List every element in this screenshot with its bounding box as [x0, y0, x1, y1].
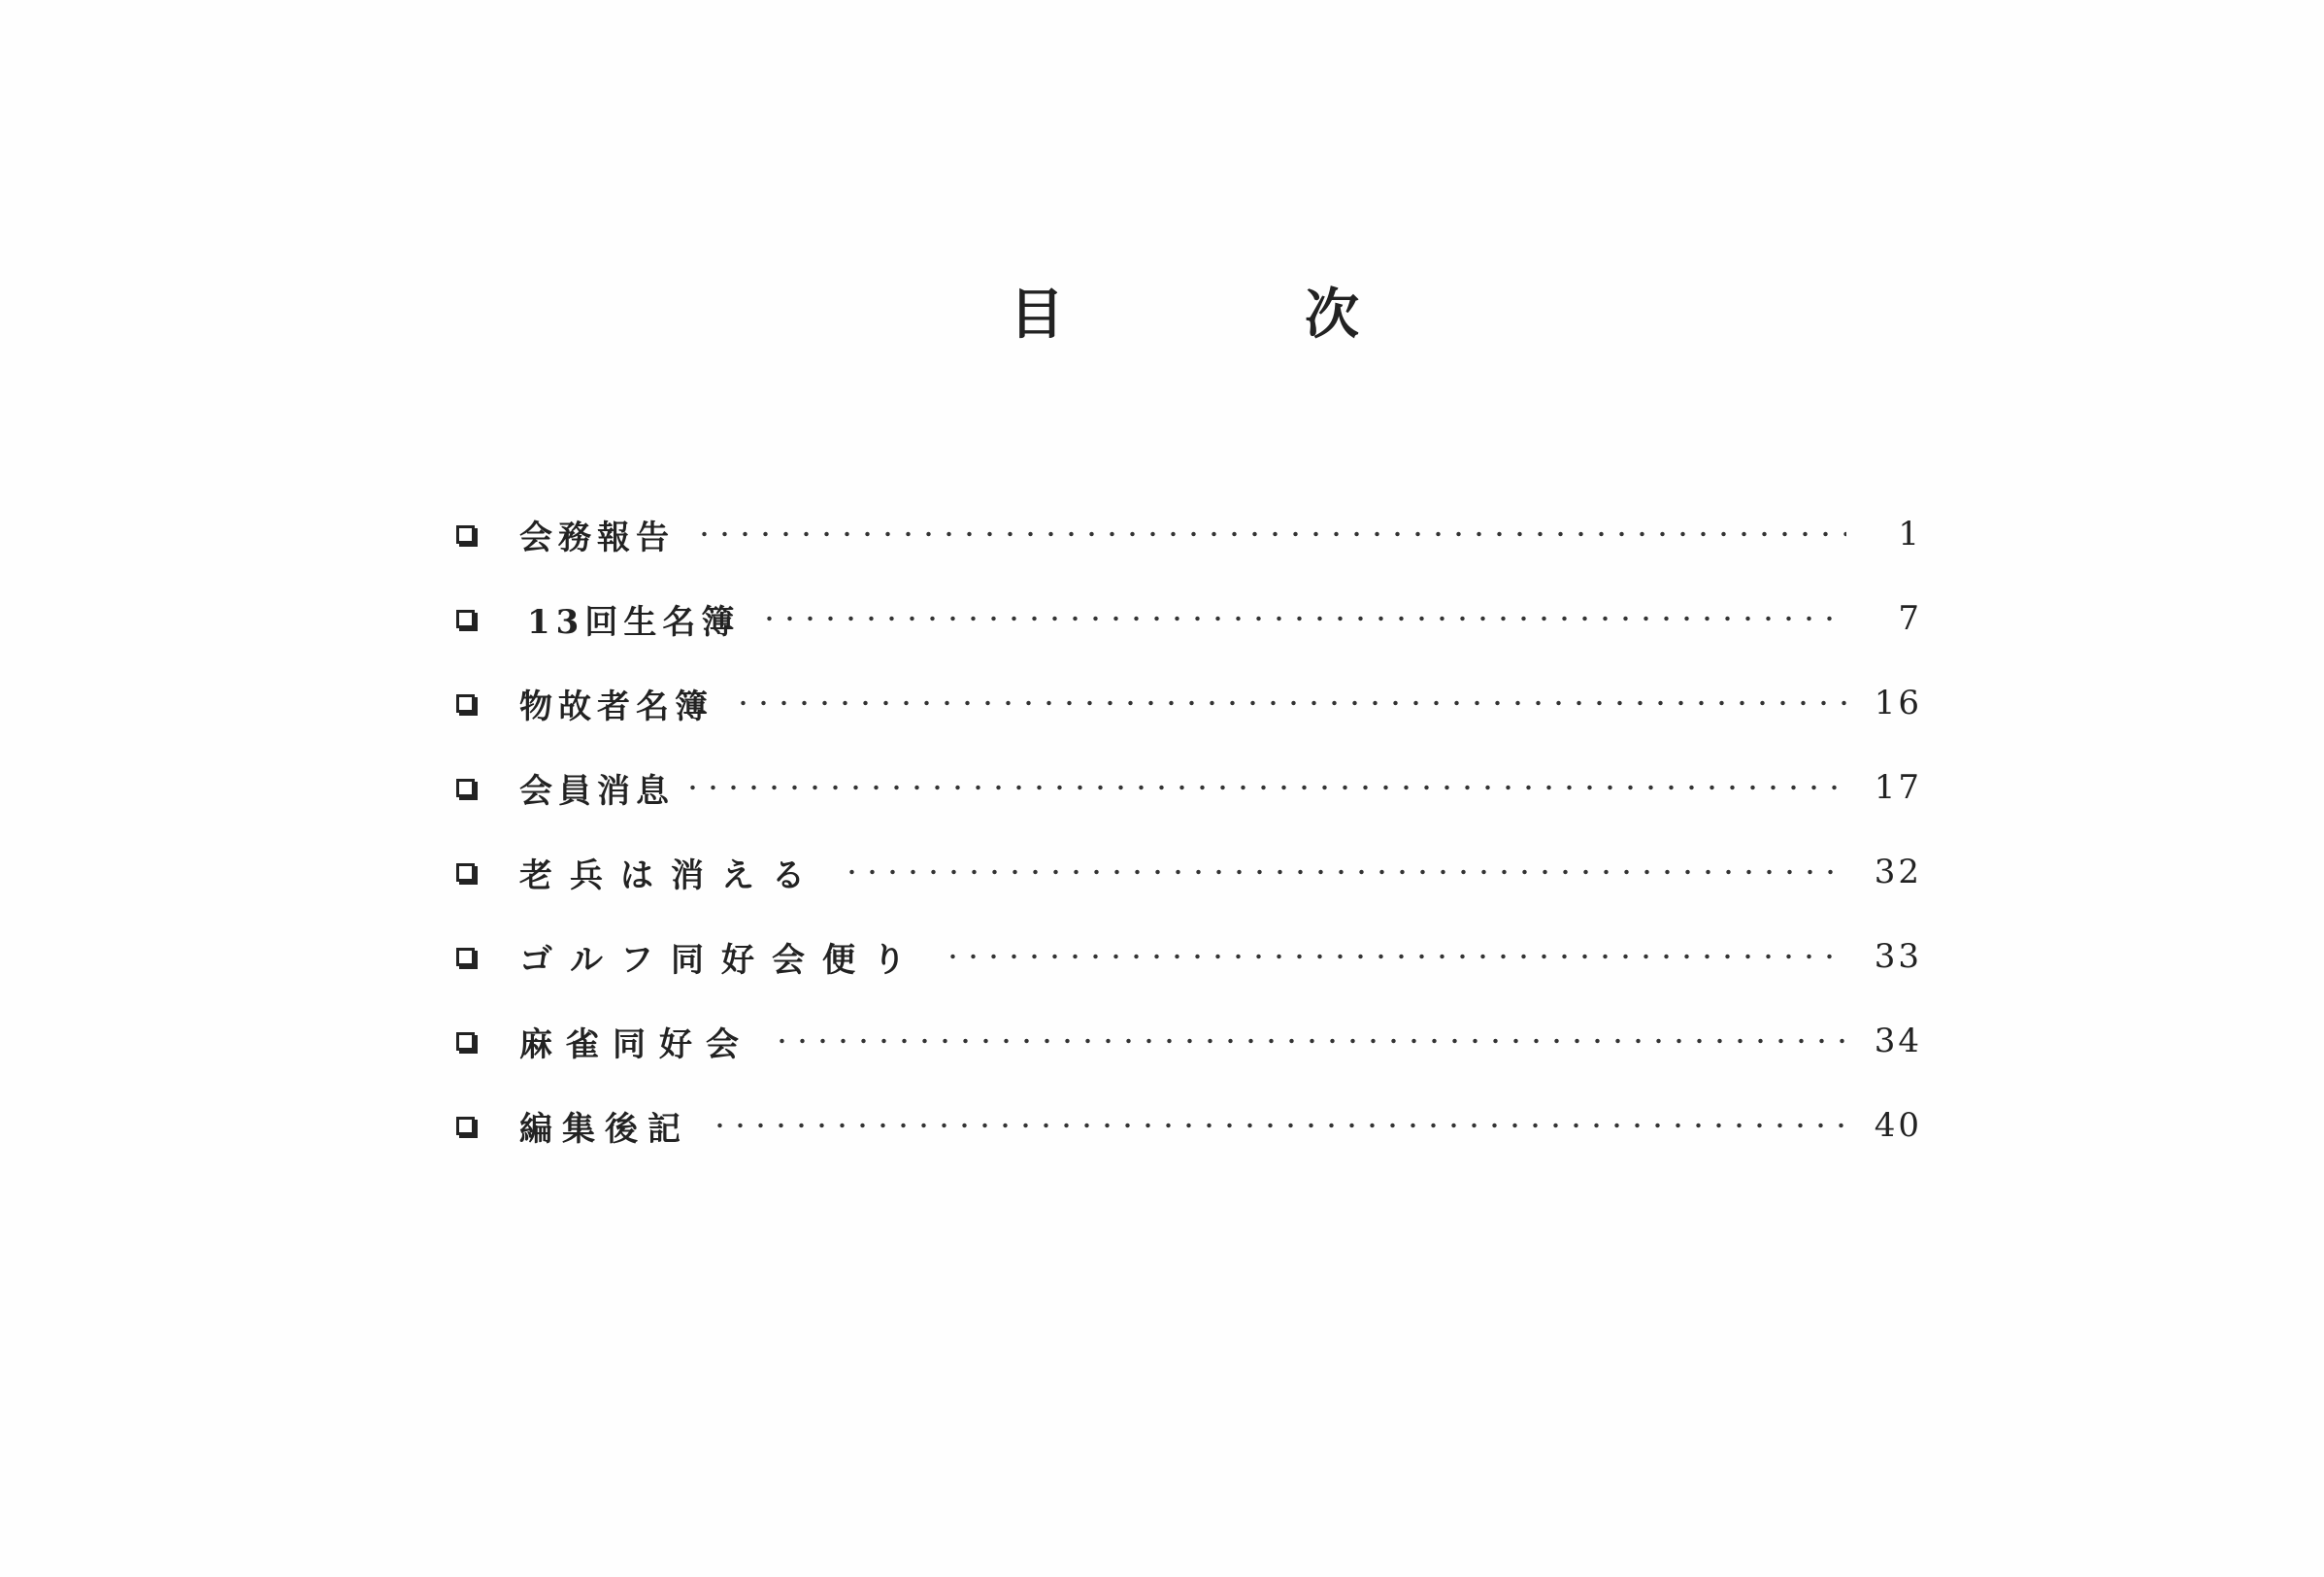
checkbox-icon	[456, 779, 475, 797]
checkbox-icon	[456, 525, 475, 544]
toc-item-label: 編集後記	[519, 1109, 690, 1149]
dot-leader	[842, 869, 1846, 875]
dot-leader	[694, 531, 1846, 537]
checkbox-icon	[456, 1032, 475, 1051]
title-char-1: 目	[1010, 283, 1064, 347]
toc-item-label: 物故者名簿	[519, 687, 714, 726]
toc-item-6[interactable]	[456, 927, 1922, 986]
toc-item-page: 1	[1898, 515, 1922, 554]
toc-item-2[interactable]	[456, 589, 1922, 648]
dot-leader	[759, 616, 1846, 621]
checkbox-icon	[456, 610, 475, 628]
toc-item-page: 16	[1874, 684, 1922, 722]
toc-item-7[interactable]	[456, 1012, 1922, 1070]
toc-item-page: 32	[1874, 853, 1922, 891]
toc-item-label: 麻雀同好会	[519, 1024, 752, 1064]
dot-leader	[772, 1038, 1846, 1044]
dot-leader	[733, 700, 1846, 706]
toc-item-label: 会務報告	[519, 518, 675, 557]
toc-item-3[interactable]	[456, 674, 1922, 732]
toc-item-label: 13回生名簿	[527, 602, 741, 642]
toc-item-page: 40	[1874, 1106, 1922, 1145]
toc-item-page: 33	[1874, 937, 1922, 976]
checkbox-icon	[456, 863, 475, 882]
checkbox-icon	[456, 948, 475, 966]
toc-item-label: ゴルフ同好会便り	[519, 940, 923, 980]
checkbox-icon	[456, 1117, 475, 1135]
toc-item-label: 老兵は消える	[519, 856, 822, 895]
dot-leader	[710, 1123, 1846, 1128]
toc-item-8[interactable]	[456, 1096, 1922, 1155]
page-title	[1010, 283, 1359, 347]
toc-item-1[interactable]	[456, 505, 1922, 563]
toc-item-label: 会員消息	[519, 771, 675, 811]
toc-item-page: 17	[1874, 768, 1922, 807]
dot-leader	[943, 954, 1846, 959]
dot-leader	[682, 785, 1846, 790]
title-char-2: 次	[1305, 283, 1359, 347]
checkbox-icon	[456, 694, 475, 713]
toc-item-4[interactable]	[456, 758, 1922, 817]
toc-item-page: 7	[1898, 599, 1922, 638]
toc-item-5[interactable]	[456, 843, 1922, 901]
toc-item-page: 34	[1874, 1022, 1922, 1060]
